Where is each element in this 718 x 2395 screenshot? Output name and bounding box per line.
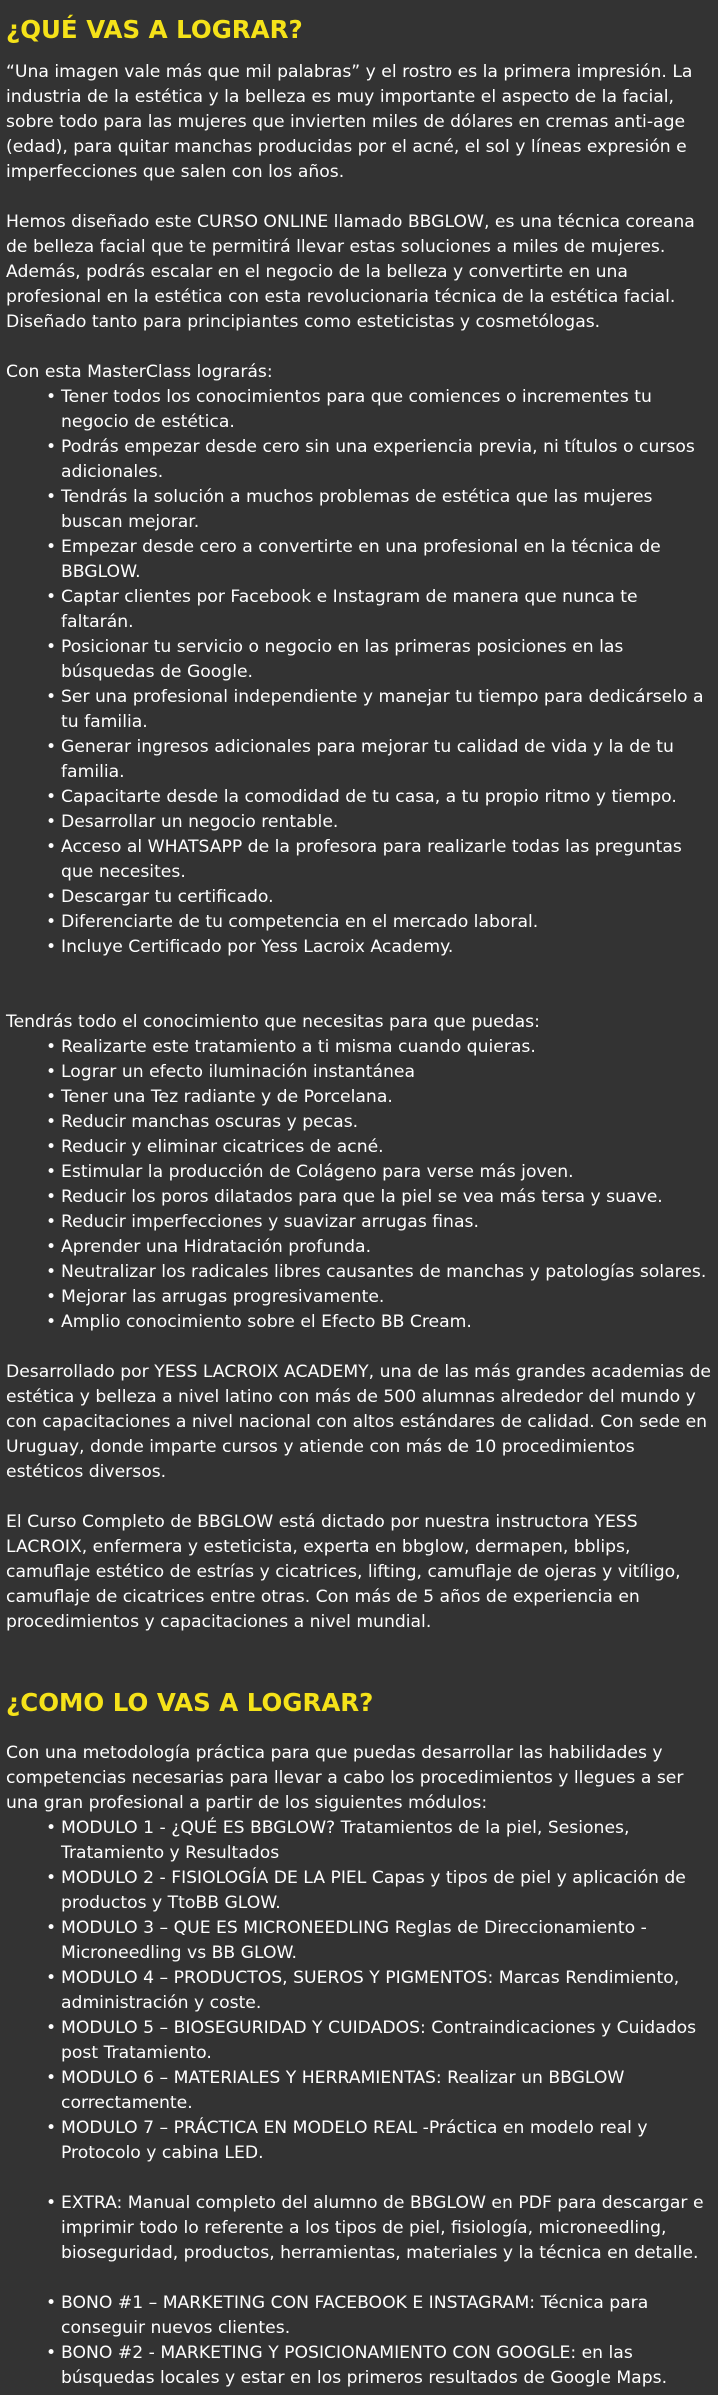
list-item: • MODULO 6 – MATERIALES Y HERRAMIENTAS: Realizar un BBGLOW correctamente. <box>46 2066 712 2116</box>
list-item: • MODULO 5 – BIOSEGURIDAD Y CUIDADOS: Contraindicaciones y Cuidados post Tratamiento. <box>46 2016 712 2066</box>
methodology-paragraph: Con una metodología práctica para que puedas desarrollar las habilidades y competencias necesarias para llevar a cabo los procedimientos y llegues a ser una gran profesional a partir de los siguientes módulos: <box>6 1743 684 1813</box>
masterclass-benefits-list <box>6 385 712 960</box>
list-item: • BONO #1 – MARKETING CON FACEBOOK E INSTAGRAM: Técnica para conseguir nuevos clientes. <box>46 2291 712 2341</box>
modules-list <box>6 1816 712 2166</box>
section-heading-que-vas-a-lograr: ¿QUÉ VAS A LOGRAR? <box>6 15 303 44</box>
bonus-list <box>6 2291 712 2391</box>
list-item: • Empezar desde cero a convertirte en una profesional en la técnica de BBGLOW. <box>46 535 712 585</box>
extra-list <box>6 2191 712 2266</box>
masterclass-intro: Con esta MasterClass lograrás: <box>6 362 273 382</box>
list-item: • Captar clientes por Facebook e Instagram de manera que nunca te faltarán. <box>46 585 712 635</box>
list-item: • Lograr un efecto iluminación instantánea <box>46 1060 712 1085</box>
list-item: • Descargar tu certificado. <box>46 885 712 910</box>
list-item: • Reducir y eliminar cicatrices de acné. <box>46 1135 712 1160</box>
academy-paragraph: Desarrollado por YESS LACROIX ACADEMY, una de las más grandes academias de estética y belleza a nivel latino con más de 500 alumnas alrededor del mundo y con capacitaciones a nivel nacional con altos estándares de calidad. Con sede en Uruguay, donde imparte cursos y atiende con más de 10 procedimientos estéticos diversos. <box>6 1362 712 1482</box>
course-paragraph: Hemos diseñado este CURSO ONLINE llamado BBGLOW, es una técnica coreana de belleza facial que te permitirá llevar estas soluciones a miles de mujeres. Además, podrás escalar en el negocio de la belleza y convertirte en una profesional en la estética con esta revolucionaria técnica de la estética facial. Diseñado tanto para principiantes como esteticistas y cosmetólogas. <box>6 212 695 332</box>
section-heading-como-lo-vas-a-lograr: ¿COMO LO VAS A LOGRAR? <box>6 1688 374 1717</box>
list-item: • Aprender una Hidratación profunda. <box>46 1235 712 1260</box>
intro-paragraph: “Una imagen vale más que mil palabras” y el rostro es la primera impresión. La industria de la estética y la belleza es muy importante el aspecto de la facial, sobre todo para las mujeres que invierten miles de dólares en cremas anti-age (edad), para quitar manchas producidas por el acné, el sol y líneas expresión e imperfecciones que salen con los años. <box>6 62 693 182</box>
list-item: • Incluye Certificado por Yess Lacroix Academy. <box>46 935 712 960</box>
list-item: • BONO #2 - MARKETING Y POSICIONAMIENTO CON GOOGLE: en las búsquedas locales y estar en los primeros resultados de Google Maps. <box>46 2341 712 2391</box>
list-item: • Generar ingresos adicionales para mejorar tu calidad de vida y la de tu familia. <box>46 735 712 785</box>
list-item: • MODULO 2 - FISIOLOGÍA DE LA PIEL Capas y tipos de piel y aplicación de productos y TtoBB GLOW. <box>46 1866 712 1916</box>
list-item: • Amplio conocimiento sobre el Efecto BB Cream. <box>46 1310 712 1335</box>
list-item: • EXTRA: Manual completo del alumno de BBGLOW en PDF para descargar e imprimir todo lo referente a los tipos de piel, fisiología, microneedling, bioseguridad, productos, herramientas, materiales y la técnica en detalle. <box>46 2191 712 2266</box>
list-item: • MODULO 4 – PRODUCTOS, SUEROS Y PIGMENTOS: Marcas Rendimiento, administración y coste. <box>46 1966 712 2016</box>
list-item: • Acceso al WHATSAPP de la profesora para realizarle todas las preguntas que necesites. <box>46 835 712 885</box>
list-item: • Mejorar las arrugas progresivamente. <box>46 1285 712 1310</box>
list-item: • Reducir imperfecciones y suavizar arrugas finas. <box>46 1210 712 1235</box>
knowledge-intro: Tendrás todo el conocimiento que necesitas para que puedas: <box>6 1012 540 1032</box>
list-item: • Ser una profesional independiente y manejar tu tiempo para dedicárselo a tu familia. <box>46 685 712 735</box>
list-item: • Capacitarte desde la comodidad de tu casa, a tu propio ritmo y tiempo. <box>46 785 712 810</box>
list-item: • Reducir manchas oscuras y pecas. <box>46 1110 712 1135</box>
list-item: • MODULO 7 – PRÁCTICA EN MODELO REAL -Práctica en modelo real y Protocolo y cabina LED. <box>46 2116 712 2166</box>
list-item: • MODULO 3 – QUE ES MICRONEEDLING Reglas de Direccionamiento - Microneedling vs BB GLOW. <box>46 1916 712 1966</box>
list-item: • Posicionar tu servicio o negocio en las primeras posiciones en las búsquedas de Google. <box>46 635 712 685</box>
list-item: • Desarrollar un negocio rentable. <box>46 810 712 835</box>
list-item: • Tendrás la solución a muchos problemas de estética que las mujeres buscan mejorar. <box>46 485 712 535</box>
list-item: • Neutralizar los radicales libres causantes de manchas y patologías solares. <box>46 1260 712 1285</box>
list-item: • Estimular la producción de Colágeno para verse más joven. <box>46 1160 712 1185</box>
instructor-paragraph: El Curso Completo de BBGLOW está dictado por nuestra instructora YESS LACROIX, enfermera y esteticista, experta en bbglow, dermapen, bblips, camuflaje estético de estrías y cicatrices, lifting, camuflaje de ojeras y vitíligo, camuflaje de cicatrices entre otras. Con más de 5 años de experiencia en procedimientos y capacitaciones a nivel mundial. <box>6 1512 681 1632</box>
list-item: • Tener todos los conocimientos para que comiences o incrementes tu negocio de estética. <box>46 385 712 435</box>
knowledge-list <box>6 1035 712 1335</box>
list-item: • Realizarte este tratamiento a ti misma cuando quieras. <box>46 1035 712 1060</box>
list-item: • Tener una Tez radiante y de Porcelana. <box>46 1085 712 1110</box>
list-item: • MODULO 1 - ¿QUÉ ES BBGLOW? Tratamientos de la piel, Sesiones, Tratamiento y Resultados <box>46 1816 712 1866</box>
list-item: • Diferenciarte de tu competencia en el mercado laboral. <box>46 910 712 935</box>
list-item: • Reducir los poros dilatados para que la piel se vea más tersa y suave. <box>46 1185 712 1210</box>
list-item: • Podrás empezar desde cero sin una experiencia previa, ni títulos o cursos adicionales. <box>46 435 712 485</box>
